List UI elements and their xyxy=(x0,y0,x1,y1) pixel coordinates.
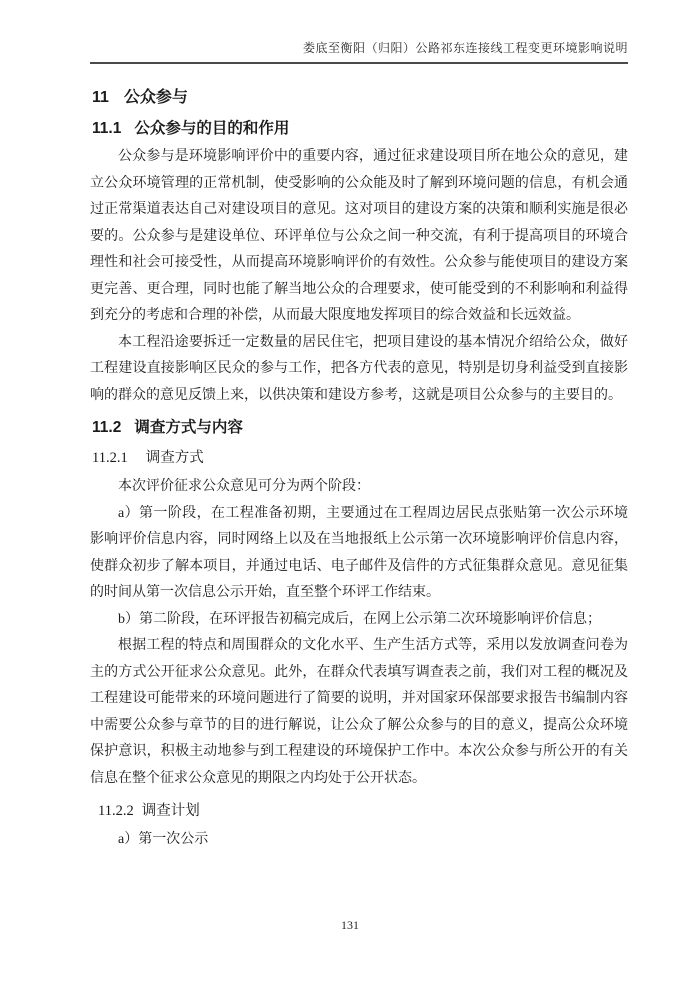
subsection-11-2-1-number: 11.2.1 xyxy=(92,450,128,466)
subsection-11-2-1-title: 调查方式 xyxy=(145,450,204,466)
subsection-11-2-2-number: 11.2.2 xyxy=(98,803,134,819)
section-11-2-number: 11.2 xyxy=(92,419,122,436)
subsection-11-2-2-title: 调查计划 xyxy=(141,803,200,819)
paragraph-stage-b: b）第二阶段，在环评报告初稿完成后，在网上公示第二次环境影响评价信息； xyxy=(118,611,601,627)
paragraph-purpose-2: 本工程沿途要拆迁一定数量的居民住宅，把项目建设的基本情况介绍给公众，做好工程建设直接影响区民众的参与工作，把各方代表的意见，特别是切身利益受到直接影响的群众的意见反馈上来，以供决策和建设方参考，这就是项目公众参与的主要目的。 xyxy=(90,334,628,403)
paragraph-stages-intro: 本次评价征求公众意见可分为两个阶段： xyxy=(118,479,370,494)
paragraph-survey-method: 根据工程的特点和周围群众的文化水平、生产生活方式等，采用以发放调查问卷为主的方式公开征求公众意见。此外，在群众代表填写调查表之前，我们对工程的概况及工程建设可能带来的环境问题进行了简要的说明，并对国家环保部要求报告书编制内容中需要公众参与章节的目的进行解说，让公众了解公众参与的目的意义，提高公众环境保护意识，积极主动地参与到工程建设的环境保护工作中。本次公众参与所公开的有关信息在整个征求公众意见的期限之内均处于公开状态。 xyxy=(90,638,628,786)
paragraph-first-announcement: a）第一次公示 xyxy=(118,832,209,847)
subsection-heading-11-2-2 xyxy=(98,800,628,823)
section-11-1-number: 11.1 xyxy=(92,120,122,137)
chapter-heading-title: 公众参与 xyxy=(123,89,188,106)
section-heading-11-1 xyxy=(92,117,628,140)
page-number: 131 xyxy=(341,918,359,932)
chapter-heading-number: 11 xyxy=(92,89,109,106)
paragraph-purpose-1: 公众参与是环境影响评价中的重要内容，通过征求建设项目所在地公众的意见，建立公众环境管理的正常机制，使受影响的公众能及时了解到环境问题的信息，有机会通过正常渠道表达自己对建设项目的意见。这对项目的建设方案的决策和顺利实施是很必要的。公众参与是建设单位、环评单位与公众之间一种交流，有利于提高项目的环境合理性和社会可接受性，从而提高环境影响评价的有效性。公众参与能使项目的建设方案更完善、更合理，同时也能了解当地公众的合理要求，使可能受到的不利影响和利益得到充分的考虑和合理的补偿，从而最大限度地发挥项目的综合效益和长远效益。 xyxy=(90,149,628,323)
running-header: 娄底至衡阳（归阳）公路祁东连接线工程变更环境影响说明 xyxy=(302,41,628,55)
section-heading-11-2 xyxy=(92,416,628,439)
paragraph-stage-a: a）第一阶段，在工程准备初期，主要通过在工程周边居民点张贴第一次公示环境影响评价信息内容，同时网络上以及在当地报纸上公示第一次环境影响评价信息内容，使群众初步了解本项目，并通过电话、电子邮件及信件的方式征集群众意见。意见征集的时间从第一次信息公示开始，直至整个环评工作结束。 xyxy=(90,505,628,600)
chapter-heading xyxy=(92,86,628,110)
subsection-heading-11-2-1 xyxy=(92,447,628,470)
section-11-1-title: 公众参与的目的和作用 xyxy=(134,120,290,137)
header-rule xyxy=(90,62,628,64)
section-11-2-title: 调查方式与内容 xyxy=(134,419,243,436)
